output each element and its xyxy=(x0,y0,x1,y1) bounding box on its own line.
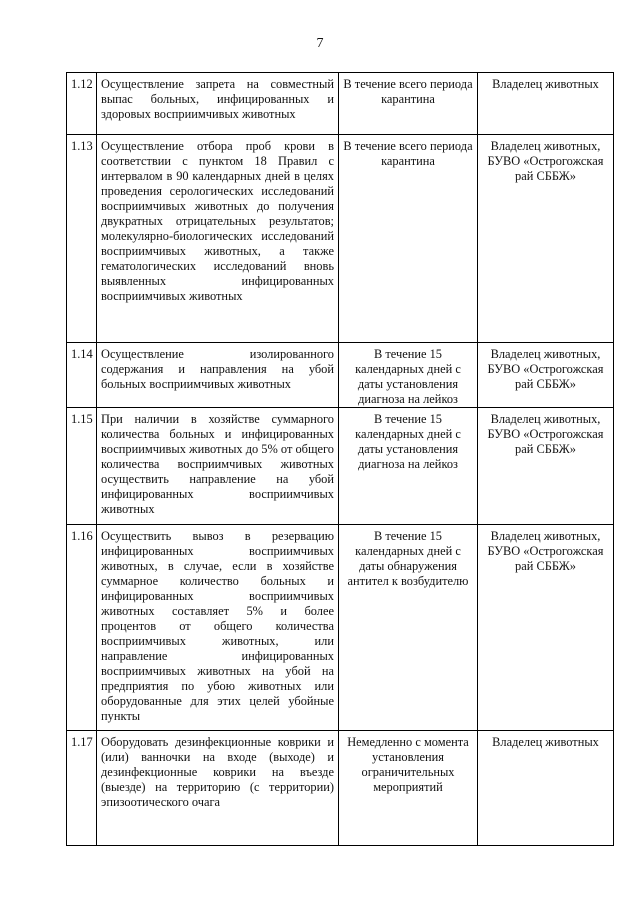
deadline-text: В течение 15 календарных дней с даты установления диагноза на лейкоз xyxy=(339,343,478,408)
responsible-text: Владелец животных, БУВО «Острогожская рай СББЖ» xyxy=(478,343,614,408)
measure-text: Оборудовать дезинфекционные коврики и (или) ванночки на входе (выходе) и дезинфекционные коврики на въезде (выезде) на территорию (с территории) эпизоотического очага xyxy=(97,731,339,846)
item-number: 1.15 xyxy=(67,408,97,525)
table-row xyxy=(67,343,614,408)
responsible-text: Владелец животных, БУВО «Острогожская рай СББЖ» xyxy=(478,408,614,525)
table-row xyxy=(67,408,614,525)
item-number: 1.14 xyxy=(67,343,97,408)
measures-table xyxy=(66,72,614,846)
deadline-text: Немедленно с момента установления ограничительных мероприятий xyxy=(339,731,478,846)
page-number: 7 xyxy=(316,36,324,51)
table-row xyxy=(67,73,614,135)
deadline-text: В течение 15 календарных дней с даты обнаружения антител к возбудителю xyxy=(339,525,478,731)
table-row xyxy=(67,525,614,731)
measure-text: Осуществление изолированного содержания и направления на убой больных восприимчивых животных xyxy=(97,343,339,408)
responsible-text: Владелец животных, БУВО «Острогожская рай СББЖ» xyxy=(478,525,614,731)
measure-text: Осуществление запрета на совместный выпас больных, инфицированных и здоровых восприимчивых животных xyxy=(97,73,339,135)
deadline-text: В течение всего периода карантина xyxy=(339,73,478,135)
responsible-text: Владелец животных xyxy=(478,73,614,135)
responsible-text: Владелец животных xyxy=(478,731,614,846)
deadline-text: В течение 15 календарных дней с даты установления диагноза на лейкоз xyxy=(339,408,478,525)
measure-text: При наличии в хозяйстве суммарного количества больных и инфицированных восприимчивых животных до 5% от общего количества восприимчивых животных осуществить направление на убой инфицированных восприимчивых животных xyxy=(97,408,339,525)
table-row xyxy=(67,731,614,846)
measure-text: Осуществить вывоз в резервацию инфицированных восприимчивых животных, в случае, если в хозяйстве суммарное количество больных и инфицированных восприимчивых животных составляет 5% и более процентов от общего количества восприимчивых животных, или направление инфицированных восприимчивых животных на убой на предприятия по убою животных или оборудованные для этих целей убойные пункты xyxy=(97,525,339,731)
item-number: 1.16 xyxy=(67,525,97,731)
item-number: 1.13 xyxy=(67,135,97,343)
item-number: 1.12 xyxy=(67,73,97,135)
item-number: 1.17 xyxy=(67,731,97,846)
deadline-text: В течение всего периода карантина xyxy=(339,135,478,343)
responsible-text: Владелец животных, БУВО «Острогожская рай СББЖ» xyxy=(478,135,614,343)
measure-text: Осуществление отбора проб крови в соответствии с пунктом 18 Правил с интервалом в 90 календарных дней в целях проведения серологических исследований восприимчивых животных до получения двукратных отрицательных результатов; молекулярно-биологических исследований восприимчивых животных, а также гематологических исследований вновь выявленных инфицированных восприимчивых животных xyxy=(97,135,339,343)
table-row xyxy=(67,135,614,343)
